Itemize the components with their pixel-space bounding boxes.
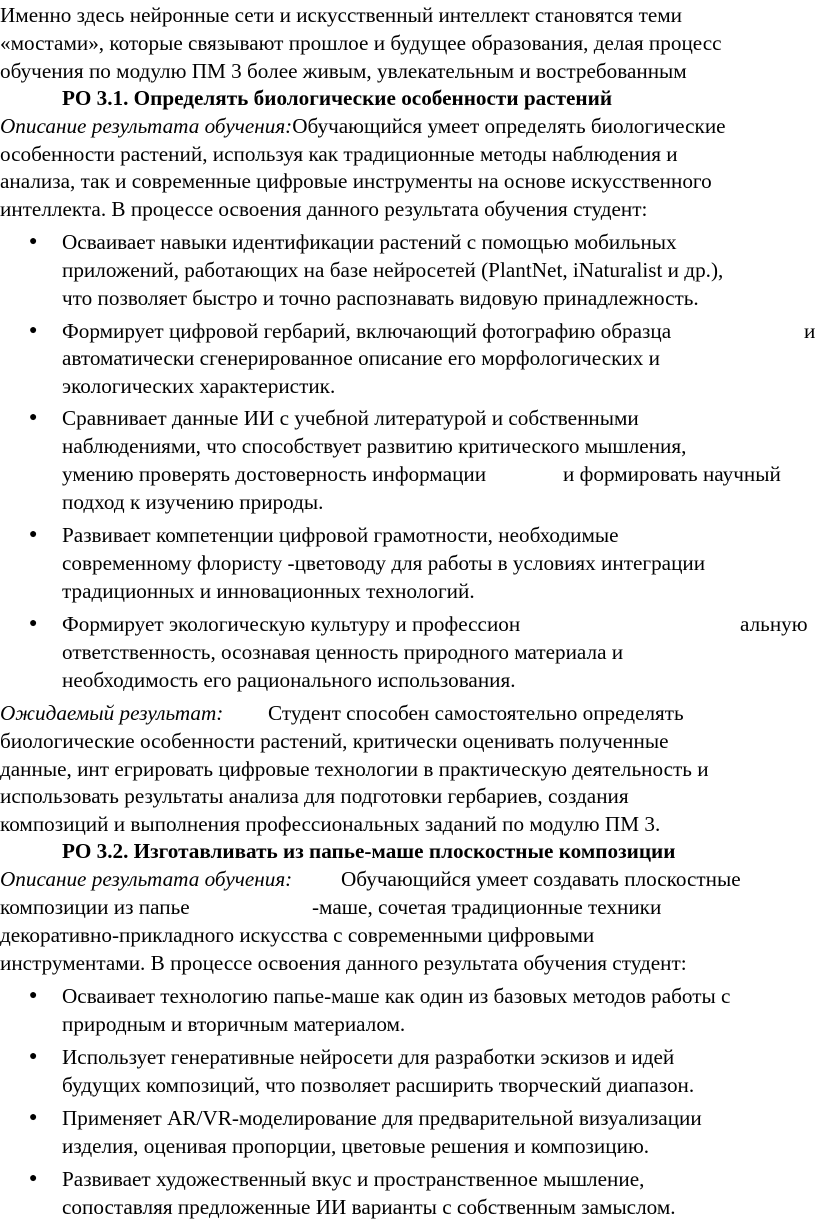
intro-line-3: обучения по модулю ПМ 3 более живым, увлекательным и востребованным — [0, 59, 687, 83]
bullet-marker: ● — [29, 988, 38, 1003]
section-2-bullet-1-line: природным и вторичным материалом. — [62, 1012, 406, 1036]
intro-line-2: «мостами», которые связывают прошлое и будущее образования, делая процесс — [0, 31, 722, 55]
section-2-description-line: декоративно-прикладного искусства с современными цифровыми — [0, 923, 595, 947]
section-1-bullet-2-line: экологических характеристик. — [62, 374, 336, 398]
intro-line-1: Именно здесь нейронные сети и искусственный интеллект становятся теми — [0, 3, 683, 27]
section-1-description-line: интеллекта. В процессе освоения данного результата обучения студент: — [0, 197, 648, 221]
bullet-marker: ● — [29, 1110, 38, 1125]
section-2-bullet-4-line: сопоставляя предложенные ИИ варианты с собственным замыслом. — [62, 1195, 676, 1219]
section-2-bullet-4-line: Развивает художественный вкус и пространственное мышление, — [62, 1167, 645, 1191]
section-1-description-start: Обучающийся умеет определять биологические — [292, 114, 726, 138]
section-1-bullet-2-tail: и — [804, 319, 816, 343]
section-2-description-line-2a: композиции из папье — [0, 895, 190, 919]
section-1-bullet-5-line: необходимость его рационального использования. — [62, 668, 516, 692]
bullet-marker: ● — [29, 527, 38, 542]
section-1-bullet-5-line: Формирует экологическую культуру и профессион — [62, 612, 521, 636]
section-2-bullet-3-line: Применяет AR/VR-моделирование для предварительной визуализации — [62, 1106, 702, 1130]
section-1-result-line: использовать результаты анализа для подготовки гербариев, создания — [0, 784, 629, 808]
section-1-bullet-5-tail: альную — [740, 612, 808, 636]
bullet-marker: ● — [29, 616, 38, 631]
section-1-result-first-line — [0, 700, 223, 726]
section-2-description-start: Обучающийся умеет создавать плоскостные — [341, 867, 741, 891]
bullet-marker: ● — [29, 323, 38, 338]
section-1-bullet-5-line: ответственность, осознавая ценность природного материала и — [62, 640, 624, 664]
section-2-bullet-2-line: будущих композиций, что позволяет расширить творческий диапазон. — [62, 1073, 695, 1097]
bullet-marker: ● — [29, 1049, 38, 1064]
section-1-result-line: данные, инт егрировать цифровые технологии в практическую деятельность и — [0, 757, 709, 781]
bullet-marker: ● — [29, 234, 38, 249]
section-1-result-start: Студент способен самостоятельно определять — [268, 701, 684, 725]
section-1-description-line: особенности растений, используя как традиционные методы наблюдения и — [0, 142, 678, 166]
section-1-result-label: Ожидаемый результат: — [0, 701, 224, 725]
section-2-bullet-1-line: Осваивает технологию папье-маше как один из базовых методов работы с — [62, 984, 731, 1008]
section-1-bullet-3-line: Сравнивает данные ИИ с учебной литературой и собственными — [62, 406, 639, 430]
section-2-bullet-2-line: Использует генеративные нейросети для разработки эскизов и идей — [62, 1045, 675, 1069]
section-1-bullet-4-line: традиционных и инновационных технологий. — [62, 579, 475, 603]
section-1-bullet-1-line: Осваивает навыки идентификации растений с помощью мобильных — [62, 230, 677, 254]
section-1-bullet-3-line: умению проверять достоверность информации — [62, 462, 487, 486]
section-1-bullet-3-line: подход к изучению природы. — [62, 490, 324, 514]
section-1-bullet-4-line: современному флористу -цветоводу для работы в условиях интеграции — [62, 551, 706, 575]
section-1-bullet-2-line: Формирует цифровой гербарий, включающий фотографию образца — [62, 319, 672, 343]
section-1-bullet-1-line: что позволяет быстро и точно распознавать видовую принадлежность. — [62, 286, 699, 310]
bullet-marker: ● — [29, 410, 38, 425]
section-1-result-line: биологические особенности растений, критически оценивать полученные — [0, 729, 669, 753]
section-1-description-line: анализа, так и современные цифровые инструменты на основе искусственного — [0, 169, 712, 193]
section-1-bullet-4-line: Развивает компетенции цифровой грамотности, необходимые — [62, 523, 619, 547]
section-1-bullet-1-line: приложений, работающих на базе нейросетей (PlantNet, iNaturalist и др.), — [62, 258, 724, 282]
section-2-bullet-3-line: изделия, оценивая пропорции, цветовые решения и композицию. — [62, 1134, 650, 1158]
section-2-description-first-line — [0, 866, 292, 892]
section-1-bullet-3-tail: и формировать научный — [563, 462, 781, 486]
section-1-heading: РО 3.1. Определять биологические особенности растений — [62, 86, 613, 110]
section-1-description-label: Описание результата обучения: — [0, 114, 293, 138]
section-2-description-line-2b: -маше, сочетая традиционные техники — [312, 895, 662, 919]
section-1-description-first-line — [0, 113, 726, 139]
section-2-heading: РО 3.2. Изготавливать из папье-маше плоскостные композиции — [62, 839, 676, 863]
bullet-marker: ● — [29, 1171, 38, 1186]
section-1-bullet-3-line: наблюдениями, что способствует развитию критического мышления, — [62, 434, 687, 458]
section-2-description-line: инструментами. В процессе освоения данного результата обучения студент: — [0, 951, 687, 975]
section-2-description-label: Описание результата обучения: — [0, 867, 293, 891]
section-1-result-line: композиций и выполнения профессиональных заданий по модулю ПМ 3. — [0, 812, 661, 836]
section-1-bullet-2-line: автоматически сгенерированное описание его морфологических и — [62, 346, 660, 370]
